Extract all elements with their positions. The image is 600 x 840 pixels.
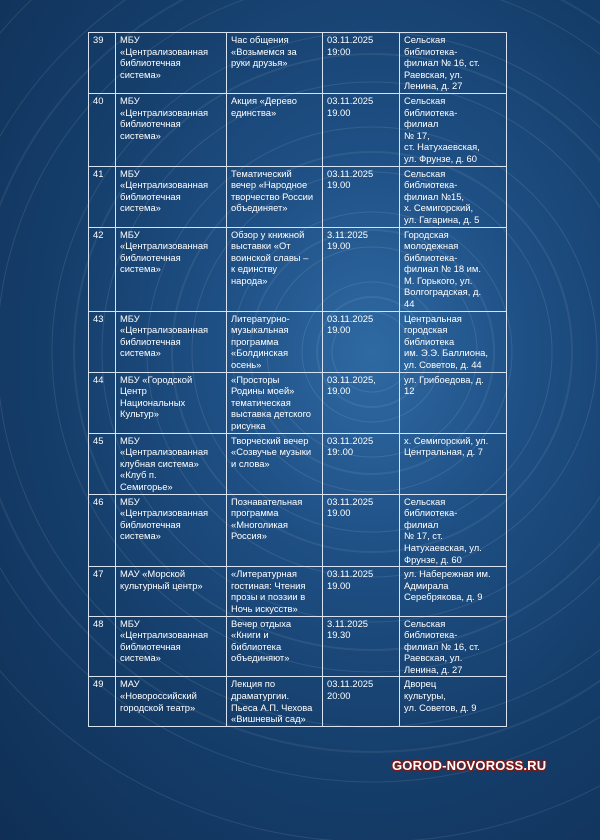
datetime-cell: 03.11.2025 19.00 [323,311,400,372]
address-cell: х. Семигорский, ул. Центральная, д. 7 [400,433,507,494]
organizer-cell: МБУ «Централизованная библиотечная система» [116,166,227,227]
event-title-cell: Обзор у книжной выставки «От воинской славы – к единству народа» [227,227,323,311]
organizer-cell: МБУ «Централизованная библиотечная система» [116,616,227,677]
datetime-cell: 03.11.2025 19.00 [323,494,400,567]
datetime-cell: 03.11.2025 19:00 [323,33,400,94]
row-number-cell: 42 [89,227,116,311]
table-row [89,567,507,616]
table-row [89,433,507,494]
datetime-cell: 03.11.2025, 19.00 [323,372,400,433]
event-title-cell: Вечер отдыха «Книги и библиотека объединяют» [227,616,323,677]
event-title-cell: Тематический вечер «Народное творчество России объединяет» [227,166,323,227]
event-title-cell: Акция «Дерево единства» [227,93,323,166]
table-row [89,372,507,433]
address-cell: Городская молодежная библиотека- филиал № 18 им. М. Горького, ул. Волгоградская, д. 44 [400,227,507,311]
event-title-cell: Творческий вечер «Созвучье музыки и слова» [227,433,323,494]
organizer-cell: МБУ «Централизованная библиотечная система» [116,33,227,94]
address-cell: Сельская библиотека- филиал №15, х. Семигорский, ул. Гагарина, д. 5 [400,166,507,227]
row-number-cell: 45 [89,433,116,494]
table-row [89,494,507,567]
address-cell: Сельская библиотека- филиал № 17, ст. Натухаевская, ул. Фрунзе, д. 60 [400,494,507,567]
event-title-cell: «Просторы Родины моей» тематическая выставка детского рисунка [227,372,323,433]
events-table [88,32,507,727]
row-number-cell: 39 [89,33,116,94]
address-cell: Сельская библиотека- филиал № 16, ст. Раевская, ул. Ленина, д. 27 [400,616,507,677]
events-table-body [89,33,507,727]
site-watermark: GOROD-NOVOROSS.RU [392,758,547,773]
row-number-cell: 41 [89,166,116,227]
row-number-cell: 47 [89,567,116,616]
table-row [89,166,507,227]
row-number-cell: 46 [89,494,116,567]
address-cell: Сельская библиотека- филиал № 16, ст. Раевская, ул. Ленина, д. 27 [400,33,507,94]
event-title-cell: Литературно- музыкальная программа «Болдинская осень» [227,311,323,372]
address-cell: Дворец культуры, ул. Советов, д. 9 [400,677,507,726]
table-row [89,227,507,311]
table-row [89,616,507,677]
datetime-cell: 3.11.2025 19.30 [323,616,400,677]
table-row [89,311,507,372]
organizer-cell: МБУ «Городской Центр Национальных Культур» [116,372,227,433]
address-cell: Сельская библиотека- филиал № 17, ст. Натухаевская, ул. Фрунзе, д. 60 [400,93,507,166]
organizer-cell: МБУ «Централизованная библиотечная система» [116,227,227,311]
row-number-cell: 43 [89,311,116,372]
event-title-cell: Час общения «Возьмемся за руки друзья» [227,33,323,94]
organizer-cell: МБУ «Централизованная библиотечная система» [116,93,227,166]
organizer-cell: МБУ «Централизованная клубная система» «Клуб п. Семигорье» [116,433,227,494]
address-cell: ул. Грибоедова, д. 12 [400,372,507,433]
event-title-cell: Познавательная программа «Многоликая Россия» [227,494,323,567]
datetime-cell: 03.11.2025 20:00 [323,677,400,726]
organizer-cell: МБУ «Централизованная библиотечная система» [116,494,227,567]
address-cell: Центральная городская библиотека им. Э.Э. Баллиона, ул. Советов, д. 44 [400,311,507,372]
datetime-cell: 03.11.2025 19.00 [323,93,400,166]
datetime-cell: 03.11.2025 19.00 [323,567,400,616]
organizer-cell: МБУ «Централизованная библиотечная система» [116,311,227,372]
datetime-cell: 03.11.2025 19.00 [323,166,400,227]
row-number-cell: 49 [89,677,116,726]
table-row [89,33,507,94]
table-row [89,677,507,726]
table-row [89,93,507,166]
row-number-cell: 48 [89,616,116,677]
event-title-cell: Лекция по драматургии. Пьеса А.П. Чехова «Вишневый сад» [227,677,323,726]
event-title-cell: «Литературная гостиная: Чтения прозы и поэзии в Ночь искусств» [227,567,323,616]
organizer-cell: МАУ «Новороссийский городской театр» [116,677,227,726]
row-number-cell: 44 [89,372,116,433]
address-cell: ул. Набережная им. Адмирала Серебрякова, д. 9 [400,567,507,616]
datetime-cell: 3.11.2025 19.00 [323,227,400,311]
organizer-cell: МАУ «Морской культурный центр» [116,567,227,616]
datetime-cell: 03.11.2025 19:.00 [323,433,400,494]
row-number-cell: 40 [89,93,116,166]
